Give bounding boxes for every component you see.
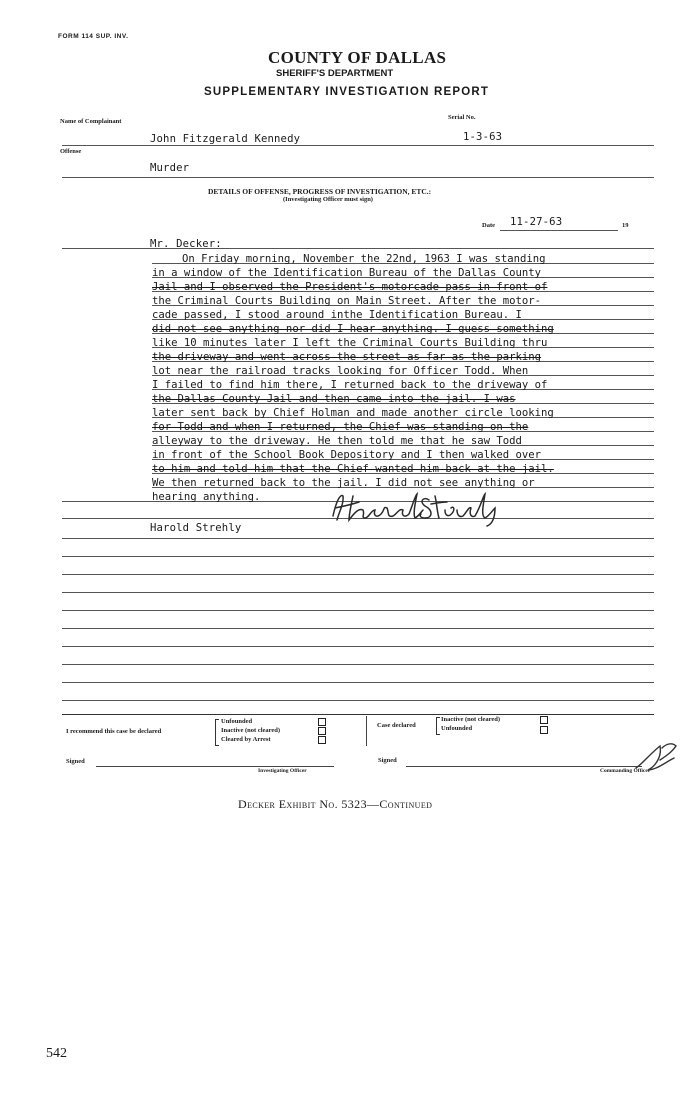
body-line: lot near the railroad tracks looking for Officer Todd. When [152, 365, 529, 377]
investigating-officer-label: Investigating Officer [258, 768, 307, 774]
county-title: COUNTY OF DALLAS [268, 48, 447, 67]
details-heading: DETAILS OF OFFENSE, PROGRESS OF INVESTIGATION, ETC.: [208, 187, 432, 196]
option-inactive-right: Inactive (not cleared) [441, 716, 501, 723]
date-value: 11-27-63 [510, 216, 563, 228]
signed-label-right: Signed [378, 757, 397, 764]
complainant-value: John Fitzgerald Kennedy [150, 133, 301, 145]
details-subheading: (Investigating Officer must sign) [283, 196, 373, 203]
footer-divider [366, 716, 367, 746]
body-line: alleyway to the driveway. He then told me that he saw Todd [152, 435, 522, 447]
checkbox-unfounded[interactable] [318, 718, 326, 726]
body-line: in front of the School Book Depository and I then walked over [152, 449, 542, 461]
body-line: to him and told him that the Chief wanted him back at the jail. [152, 463, 554, 475]
form-code: FORM 114 SUP. INV. [58, 33, 129, 40]
offense-value: Murder [150, 162, 190, 174]
option-cleared: Cleared by Arrest [221, 736, 271, 743]
department-title: SHERIFF'S DEPARTMENT [276, 68, 394, 79]
case-declared-label: Case declared [377, 722, 416, 729]
recommend-label: I recommend this case be declared [66, 728, 162, 735]
signed-line-left [96, 766, 334, 767]
date-underline [500, 230, 618, 231]
complainant-rule [62, 145, 654, 146]
pen-mark [632, 736, 680, 776]
left-bracket [215, 719, 219, 746]
body-line: On Friday morning, November the 22nd, 1963 I was standing [182, 253, 546, 265]
body-line: cade passed, I stood around inthe Identification Bureau. I [152, 309, 522, 321]
body-line: hearing anything. [152, 491, 261, 503]
checkbox-inactive[interactable] [318, 727, 326, 735]
body-line: the Dallas County Jail and then came into the jail. I was [152, 393, 516, 405]
commanding-officer-label: Commanding Officer [600, 768, 651, 774]
offense-label: Offense [60, 148, 82, 155]
checkbox-unfounded-right[interactable] [540, 726, 548, 734]
right-bracket [436, 717, 440, 735]
body-line: in a window of the Identification Bureau of the Dallas County [152, 267, 542, 279]
body-line: like 10 minutes later I left the Criminal Courts Building thru [152, 337, 548, 349]
footer-rule-top [62, 714, 654, 715]
offense-rule [62, 177, 654, 178]
body-line: Jail and I observed the President's motorcade pass in front of [152, 281, 548, 293]
signed-line-right [406, 766, 642, 767]
page-number: 542 [46, 1046, 67, 1061]
body-line: the driveway and went across the street as far as the parking [152, 351, 542, 363]
body-line: later sent back by Chief Holman and made another circle looking [152, 407, 554, 419]
option-unfounded: Unfounded [221, 718, 253, 725]
date-suffix: 19 [622, 222, 629, 229]
handwritten-signature [325, 486, 525, 528]
checkbox-cleared[interactable] [318, 736, 326, 744]
report-title: SUPPLEMENTARY INVESTIGATION REPORT [204, 86, 490, 98]
complainant-label: Name of Complainant [60, 118, 122, 125]
body-line: We then returned back to the jail. I did not see anything or [152, 477, 535, 489]
signed-label-left: Signed [66, 758, 85, 765]
typed-officer-name: Harold Strehly [150, 522, 242, 534]
date-label: Date [482, 222, 495, 229]
option-inactive: Inactive (not cleared) [221, 727, 281, 734]
checkbox-inactive-right[interactable] [540, 716, 548, 724]
body-line: the Criminal Courts Building on Main Street. After the motor- [152, 295, 542, 307]
body-line: did not see anything nor did I hear anything. I guess something [152, 323, 554, 335]
body-line: I failed to find him there, I returned back to the driveway of [152, 379, 548, 391]
body-line: for Todd and when I returned, the Chief was standing on the [152, 421, 529, 433]
salutation: Mr. Decker: [150, 238, 222, 250]
serial-label: Serial No. [448, 114, 476, 121]
option-unfounded-right: Unfounded [441, 725, 473, 732]
serial-value: 1-3-63 [463, 131, 503, 143]
exhibit-caption: Decker Exhibit No. 5323—Continued [238, 797, 433, 811]
